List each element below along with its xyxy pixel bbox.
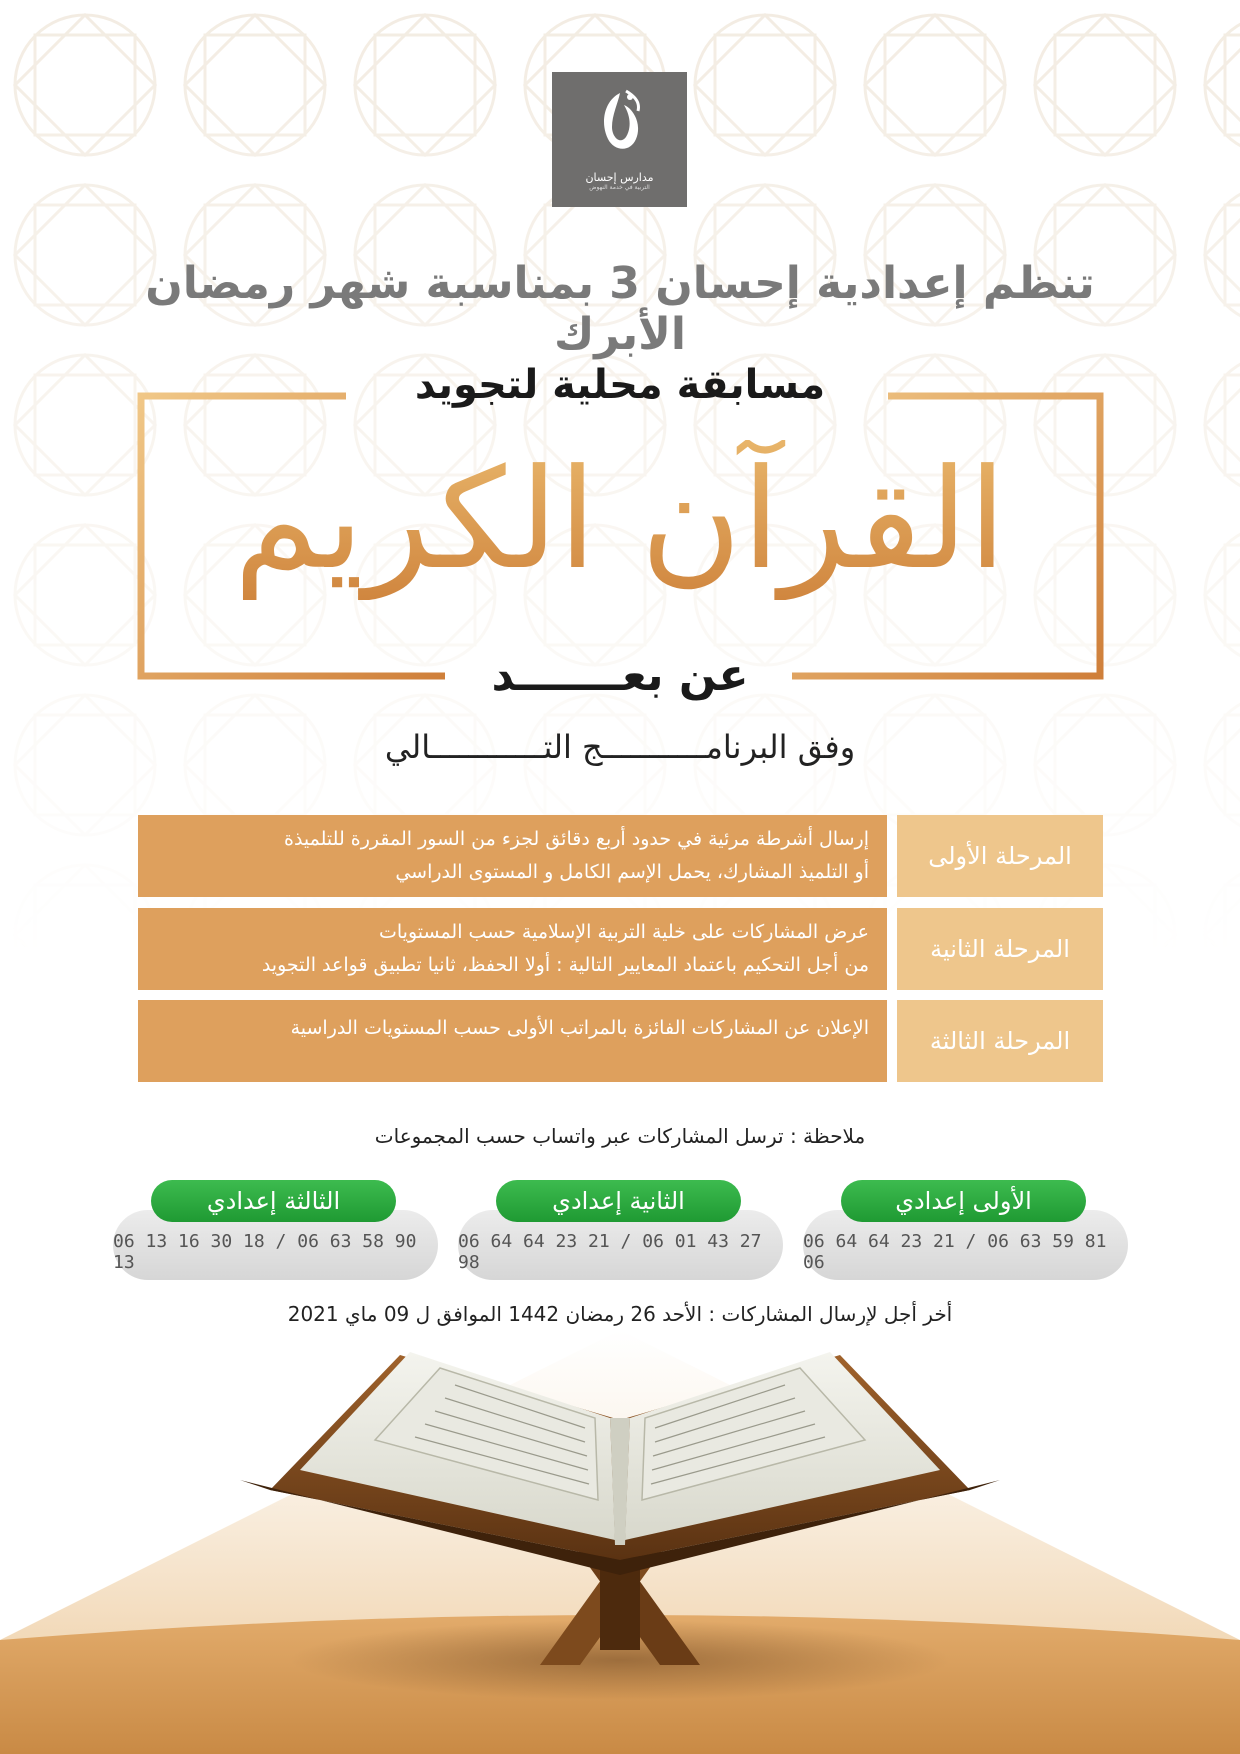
note-text: ملاحظة : ترسل المشاركات عبر واتساب حسب المجموعات <box>374 1124 866 1148</box>
intro-heading: تنظم إعدادية إحسان 3 بمناسبة شهر رمضان الأبرك <box>145 258 1095 360</box>
group-phones: 06 64 64 23 21 / 06 63 59 81 06 <box>803 1210 1128 1280</box>
remote-label: عن بعـــــــد <box>491 650 749 701</box>
phase-line: الإعلان عن المشاركات الفائزة بالمراتب الأولى حسب المستويات الدراسية <box>290 1017 869 1039</box>
quran-title: القرآن الكريم <box>150 440 1090 600</box>
group-phones: 06 64 64 23 21 / 06 01 43 27 98 <box>458 1210 783 1280</box>
deadline-text: أخر أجل لإرسال المشاركات : الأحد 26 رمضان 1442 الموافق ل 09 ماي 2021 <box>287 1302 953 1326</box>
logo-name: مدارس إحسان <box>585 171 654 184</box>
group-label: الأولى إعدادي <box>841 1180 1086 1222</box>
phase-label: المرحلة الثالثة <box>897 1000 1103 1082</box>
competition-title: مسابقة محلية لتجويد <box>414 362 826 408</box>
phase-label: المرحلة الثانية <box>897 908 1103 990</box>
phase-label: المرحلة الأولى <box>897 815 1103 897</box>
phase-line: أو التلميذ المشارك، يحمل الإسم الكامل و المستوى الدراسي <box>395 861 869 883</box>
group-label: الثانية إعدادي <box>496 1180 741 1222</box>
logo-tagline: التربية في خدمة النهوض <box>589 184 650 191</box>
program-heading: وفق البرنامـــــــــــج التــــــــــــالي <box>384 728 856 766</box>
phase-line: عرض المشاركات على خلية التربية الإسلامية حسب المستويات <box>378 921 869 943</box>
phase-line: من أجل التحكيم باعتماد المعايير التالية : أولا الحفظ، ثانيا تطبيق قواعد التجويد <box>261 954 869 976</box>
phase-line: إرسال أشرطة مرئية في حدود أربع دقائق لجزء من السور المقررة للتلميذة <box>283 828 869 850</box>
group-label: الثالثة إعدادي <box>151 1180 396 1222</box>
group-phones: 06 13 16 30 18 / 06 63 58 90 13 <box>113 1210 438 1280</box>
